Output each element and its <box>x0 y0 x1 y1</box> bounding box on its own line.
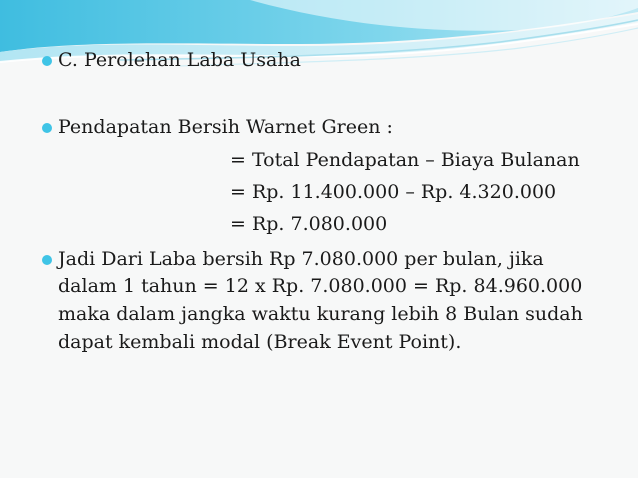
bullet-icon <box>42 123 52 133</box>
section-heading: C. Perolehan Laba Usaha <box>58 49 301 71</box>
conclusion-line-4: dapat kembali modal (Break Event Point). <box>58 331 462 353</box>
conclusion-line-2: dalam 1 tahun = 12 x Rp. 7.080.000 = Rp. 84.960.000 <box>58 275 583 297</box>
bullet-icon <box>42 56 52 66</box>
net-income-label: Pendapatan Bersih Warnet Green : <box>58 116 393 138</box>
bullet-icon <box>42 255 52 265</box>
conclusion-line-1: Jadi Dari Laba bersih Rp 7.080.000 per bulan, jika <box>58 248 544 270</box>
formula-line-3: = Rp. 7.080.000 <box>230 213 388 235</box>
conclusion-line-3: maka dalam jangka waktu kurang lebih 8 Bulan sudah <box>58 303 583 325</box>
formula-line-1: = Total Pendapatan – Biaya Bulanan <box>230 149 580 171</box>
formula-line-2: = Rp. 11.400.000 – Rp. 4.320.000 <box>230 181 557 203</box>
